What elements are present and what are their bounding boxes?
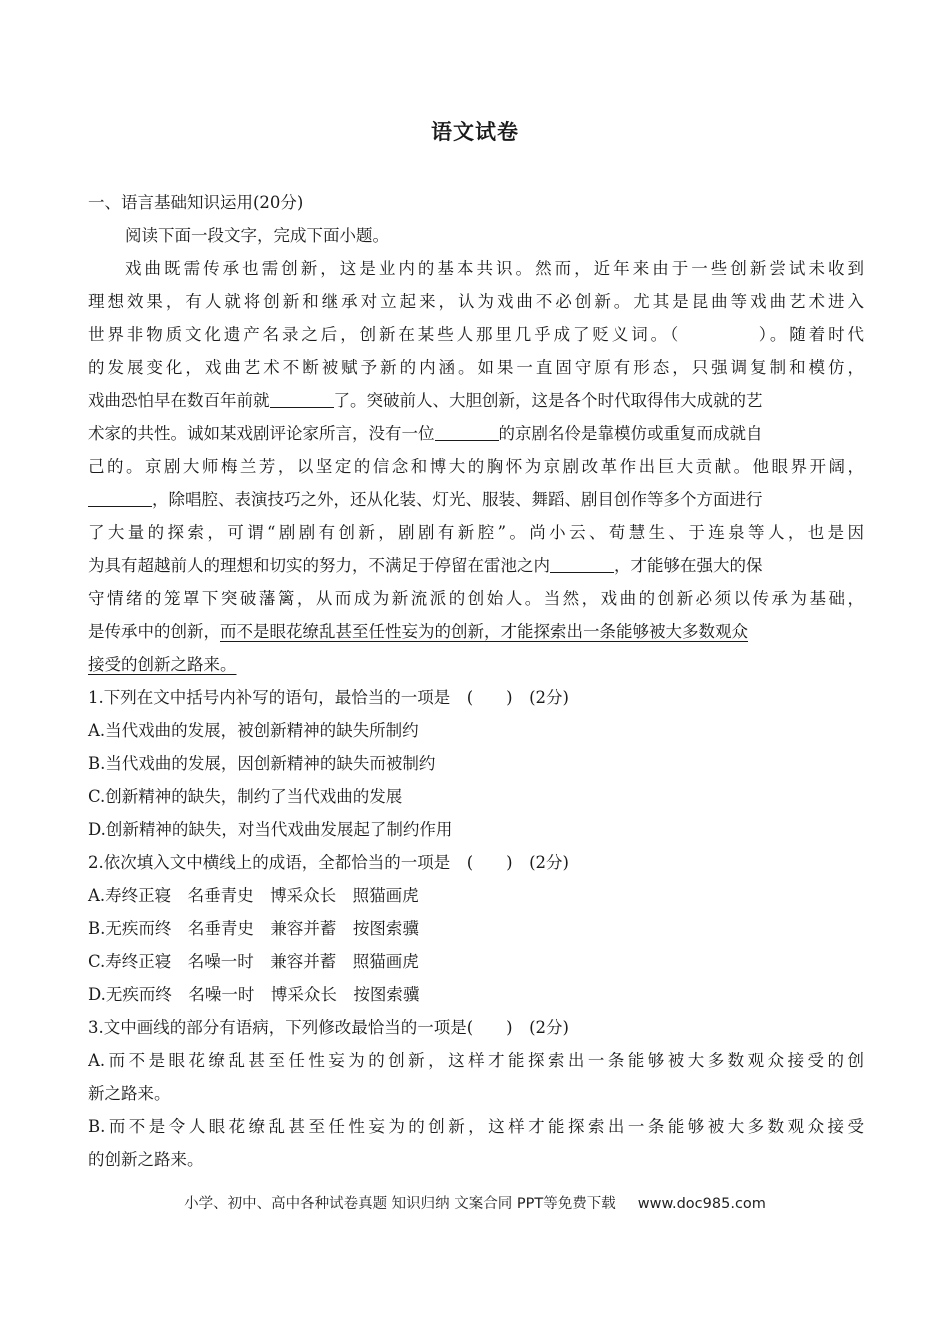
- passage-line: 己的。京剧大师梅兰芳，以坚定的信念和博大的胸怀为京剧改革作出巨大贡献。他眼界开阔，: [88, 457, 864, 476]
- option-a-continued: 新之路来。: [88, 1084, 171, 1103]
- passage-line: 理想效果，有人就将创新和继承对立起来，认为戏曲不必创新。尤其是昆曲等戏曲艺术进入: [88, 292, 864, 311]
- passage-line: 了大量的探索，可谓“剧剧有创新，剧剧有新腔”。尚小云、荀慧生、于连泉等人，也是因: [88, 523, 864, 542]
- option-c: C.创新精神的缺失，制约了当代戏曲的发展: [88, 787, 403, 806]
- question-3: [88, 1011, 864, 1176]
- fill-blank-1: [270, 387, 334, 408]
- footer-text: 小学、初中、高中各种试卷真题 知识归纳 文案合同 PPT等免费下载: [184, 1196, 616, 1212]
- fill-blank-3: [88, 486, 152, 507]
- question-stem: 2.依次填入文中横线上的成语，全都恰当的一项是 ( ) (2分): [88, 853, 569, 872]
- passage-line: [88, 384, 864, 417]
- passage-text: 是传承中的创新，: [88, 622, 220, 641]
- passage-line: [88, 549, 864, 582]
- option-a: A.当代戏曲的发展，被创新精神的缺失所制约: [88, 721, 419, 740]
- passage-text: 为具有超越前人的理想和切实的努力，不满足于停留在雷池之内: [88, 556, 550, 575]
- passage-text: ，除唱腔、表演技巧之外，还从化装、灯光、服装、舞蹈、剧目创作等多个方面进行: [152, 490, 763, 509]
- passage-line: 的发展变化，戏曲艺术不断被赋予新的内涵。如果一直固守原有形态，只强调复制和模仿，: [88, 358, 864, 377]
- option-b-continued: 的创新之路来。: [88, 1150, 204, 1169]
- passage-line: 戏曲既需传承也需创新，这是业内的基本共识。然而，近年来由于一些创新尝试未收到: [125, 259, 864, 278]
- page-footer: [0, 1192, 950, 1213]
- passage-text: 了。突破前人、大胆创新，这是各个时代取得伟大成就的艺: [333, 391, 763, 410]
- page-title: 语文试卷: [431, 120, 519, 144]
- passage-line: 世界非物质文化遗产名录之后，创新在某些人那里几乎成了贬义词。（ ）。随着时代: [88, 325, 864, 344]
- passage-text: 的京剧名伶是靠模仿或重复而成就自: [498, 424, 763, 443]
- question-2: [88, 846, 864, 1011]
- option-d: D.创新精神的缺失，对当代戏曲发展起了制约作用: [88, 820, 453, 839]
- passage-line: [88, 417, 864, 450]
- passage-text: ，才能够在强大的保: [614, 556, 763, 575]
- footer-url: www.doc985.com: [637, 1196, 766, 1212]
- option-b: B.无疾而终 名垂青史 兼容并蓄 按图索骥: [88, 919, 419, 938]
- reading-instruction: 阅读下面一段文字，完成下面小题。: [125, 226, 389, 245]
- passage-text: 戏曲恐怕早在数百年前就: [88, 391, 270, 410]
- question-1: [88, 681, 864, 846]
- passage-line: [88, 483, 864, 516]
- exam-content: [88, 186, 864, 1176]
- passage-line: 守情绪的笼罩下突破藩篱，从而成为新流派的创始人。当然，戏曲的创新必须以传承为基础，: [88, 589, 864, 608]
- fill-blank-2: [435, 420, 499, 441]
- passage-text: 术家的共性。诚如某戏剧评论家所言，没有一位: [88, 424, 435, 443]
- question-stem: 1.下列在文中括号内补写的语句，最恰当的一项是 ( ) (2分): [88, 688, 569, 707]
- underlined-sentence: 而不是眼花缭乱甚至任性妄为的创新，才能探索出一条能够被大多数观众: [220, 622, 748, 641]
- option-a: A.寿终正寝 名垂青史 博采众长 照猫画虎: [88, 886, 419, 905]
- passage-line: [88, 615, 864, 648]
- reading-passage: [88, 252, 864, 681]
- option-b: B.当代戏曲的发展，因创新精神的缺失而被制约: [88, 754, 436, 773]
- option-b: B.而不是令人眼花缭乱甚至任性妄为的创新，这样才能探索出一条能够被大多数观众接受: [88, 1117, 864, 1136]
- section-heading: 一、语言基础知识运用(20分): [88, 193, 304, 212]
- question-stem: 3.文中画线的部分有语病，下列修改最恰当的一项是( ) (2分): [88, 1018, 569, 1037]
- option-a: A.而不是眼花缭乱甚至任性妄为的创新，这样才能探索出一条能够被大多数观众接受的创: [88, 1051, 864, 1070]
- option-c: C.寿终正寝 名噪一时 兼容并蓄 照猫画虎: [88, 952, 419, 971]
- underlined-sentence: 接受的创新之路来。: [88, 655, 237, 674]
- passage-line: [88, 648, 864, 681]
- fill-blank-4: [550, 552, 614, 573]
- option-d: D.无疾而终 名噪一时 博采众长 按图索骥: [88, 985, 420, 1004]
